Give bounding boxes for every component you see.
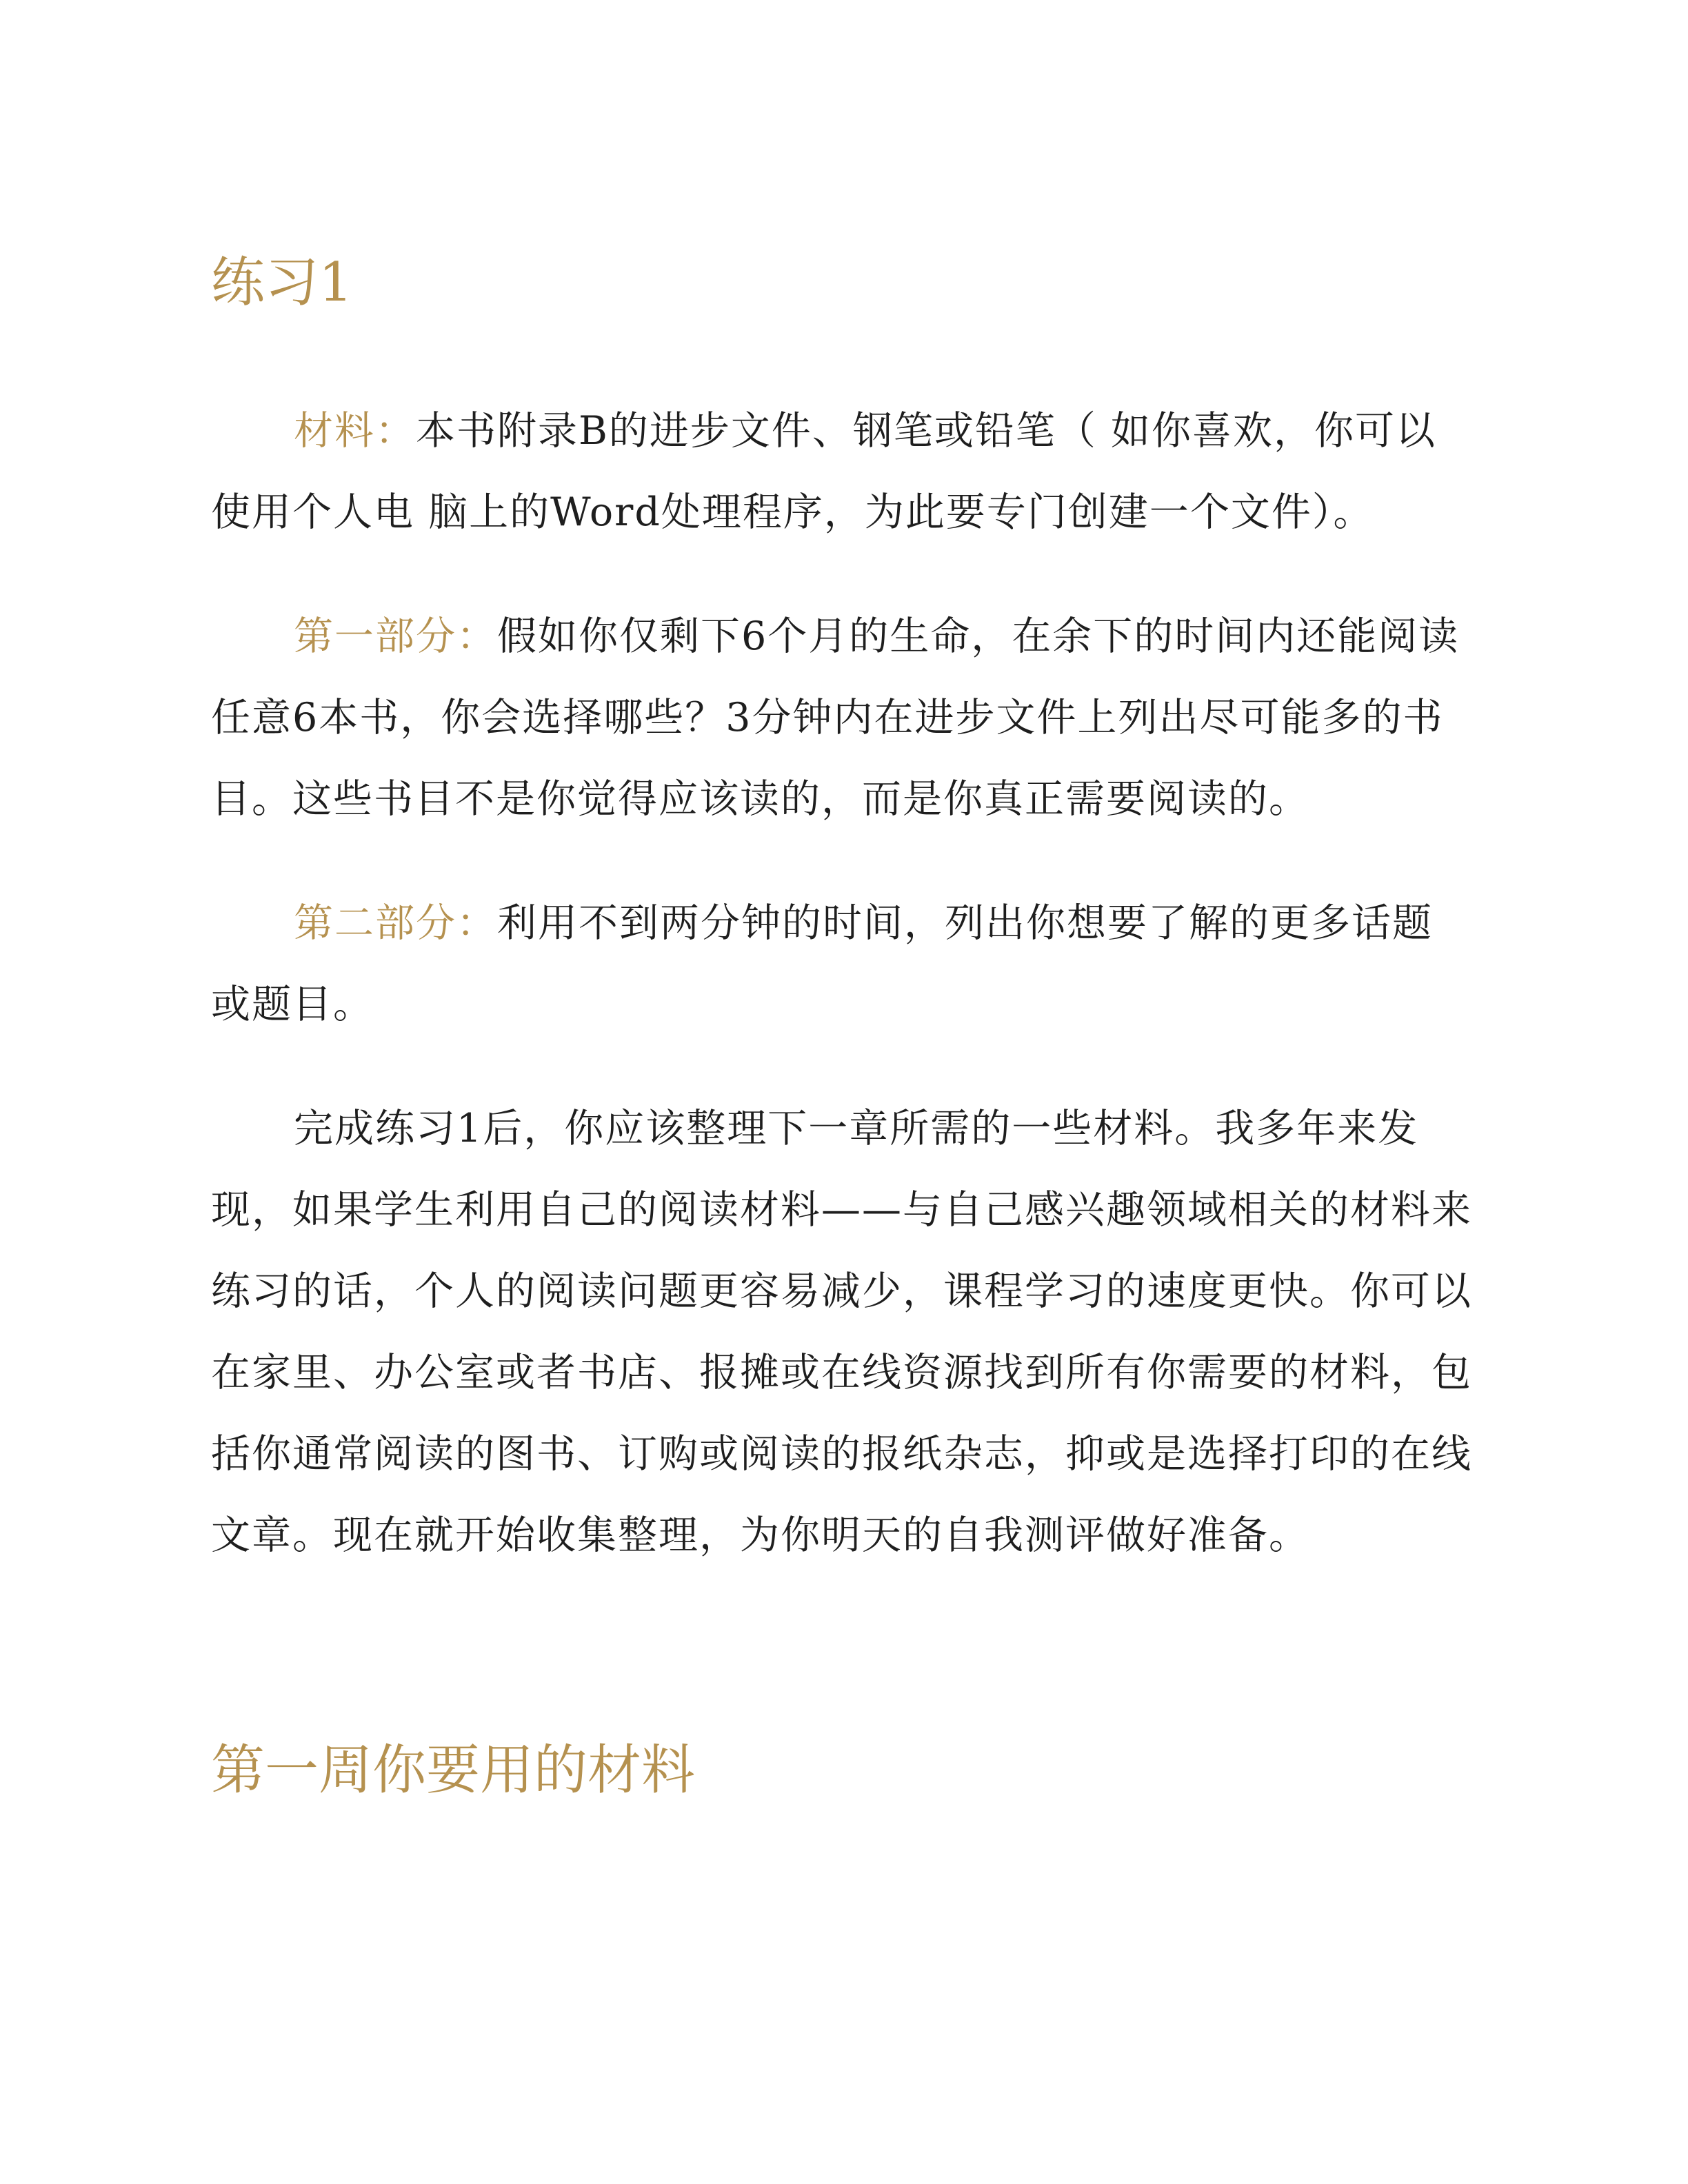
materials-text: 本书附录B的进步文件、钢笔或铅笔（ 如你喜欢，你可以使用个人电 脑上的Word处理程序，为此要专门创建一个文件）。 [211,408,1437,535]
part-two-paragraph [211,882,1473,1045]
exercise-heading: 练习1 [211,252,353,314]
materials-paragraph [211,390,1473,553]
part-two-label: 第二部分： [294,900,497,946]
materials-label: 材料： [294,408,416,454]
section-heading: 第一周你要用的材料 [211,1739,696,1801]
part-one-paragraph [211,596,1473,840]
part-two-text: 利用不到两分钟的时间，列出你想要了解的更多话题或题目。 [211,900,1433,1027]
part-one-text: 假如你仅剩下6个月的生命，在余下的时间内还能阅读任意6本书，你会选择哪些？3分钟内在进步文件上列出尽可能多的书目。这些书目不是你觉得应该读的，而是你真正需要阅读的。 [211,614,1460,822]
body-paragraph: 完成练习1后，你应该整理下一章所需的一些材料。我多年来发现，如果学生利用自己的阅读材料——与自己感兴趣领域相关的材料来练习的话，个人的阅读问题更容易减少，课程学习的速度更快。你可以在家里、办公室或者书店、报摊或在线资源找到所有你需要的材料，包括你通常阅读的图书、订购或阅读的报纸杂志，抑或是选择打印的在线文章。现在就开始收集整理，为你明天的自我测评做好准备。 [211,1106,1472,1558]
part-one-label: 第一部分： [294,614,497,659]
